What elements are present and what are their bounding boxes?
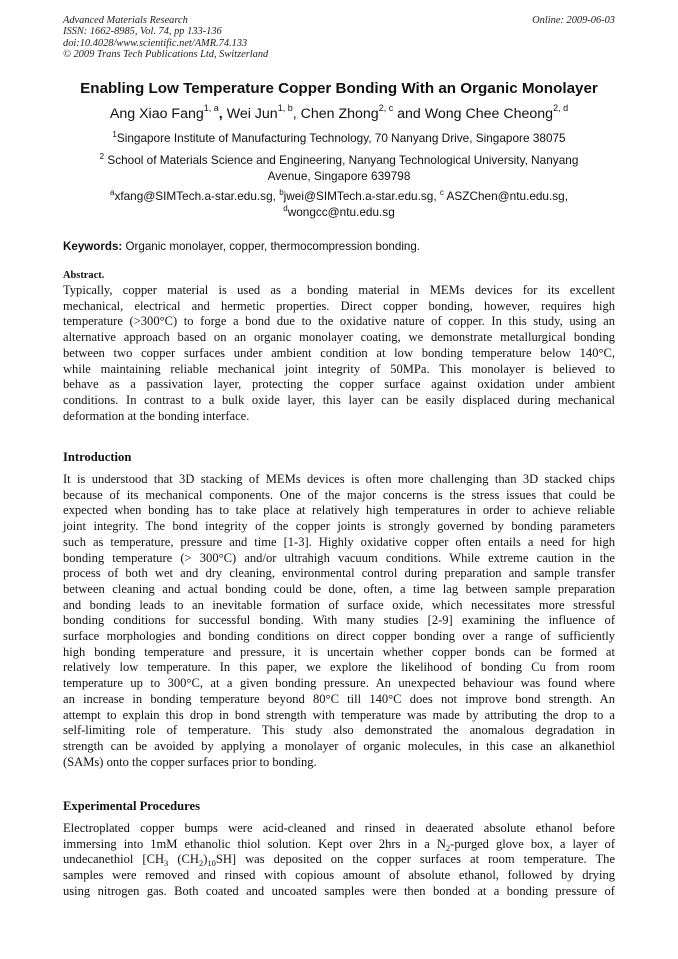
affiliation-text: Avenue, Singapore 639798: [267, 168, 411, 183]
abstract-line: while maintaining reliable mechanical joint integrity of 50MPa. This monolayer is believed to: [63, 361, 615, 376]
keywords-label: Keywords:: [63, 240, 123, 253]
text-run: immersing into 1mM ethanolic thiol solution. Kept over 2hrs in a N: [63, 836, 446, 851]
introduction-body: [63, 472, 615, 770]
author-name: Chen Zhong: [300, 106, 379, 122]
author-superscript: 1, b: [277, 103, 293, 113]
intro-line: temperature up to 300°C, at a given bonding pressure. An unexpected behaviour was found where: [63, 676, 615, 691]
email-superscript: c: [439, 188, 444, 197]
email-list: [63, 189, 615, 220]
intro-line: high bonding temperature and pressure, it is uncertain whether copper bonds can be formed at: [63, 644, 615, 659]
abstract-line: behave as a passivation layer, protecting the copper surface against oxidation under ambient: [63, 377, 615, 392]
online-date: Online: 2009-06-03: [532, 15, 615, 26]
subscript: 2: [445, 842, 451, 853]
journal-header: [63, 15, 615, 61]
author-superscript: 2, c: [378, 103, 394, 113]
text-run: ): [203, 852, 208, 867]
author-name: Wei Jun: [226, 106, 278, 122]
experimental-body: [63, 821, 615, 900]
intro-line: strength can be avoided by applying a monolayer of organic molecules, in this case an alkanethiol: [63, 738, 615, 753]
subscript: 10: [207, 858, 216, 869]
email-link[interactable]: jwei@SIMTech.a-star.edu.sg,: [283, 189, 440, 203]
intro-line: such as temperature, pressure and time [1-3]. Highly oxidative copper often entails a need for high: [63, 534, 615, 549]
author-superscript: 2, d: [553, 103, 569, 113]
intro-line: (SAMs) onto the copper surfaces prior to bonding.: [63, 754, 317, 769]
abstract-heading: Abstract.: [63, 270, 105, 281]
text-run: undecanethiol [CH: [63, 852, 165, 867]
author-name: Wong Chee Cheong: [424, 106, 554, 122]
abstract-line: temperature (>300°C) to forge a bond due to the oxidative nature of copper. In this study, using an: [63, 314, 615, 329]
intro-line: process of both wet and dry cleaning, environmental control during preparation and sample transfer: [63, 566, 615, 581]
email-superscript: d: [283, 203, 288, 213]
paper-title: Enabling Low Temperature Copper Bonding With an Organic Monolayer: [80, 80, 598, 97]
text-run: -purged glove box, a layer of: [450, 836, 616, 851]
affiliation-superscript: 1: [112, 130, 117, 139]
author-superscript: 1, a: [203, 103, 219, 113]
subscript: 2: [198, 858, 204, 869]
abstract-line: Typically, copper material is used as a bonding material in MEMs devices for its excellent: [63, 283, 615, 297]
copyright: © 2009 Trans Tech Publications Ltd, Switzerland: [63, 49, 269, 61]
intro-line: because of its mechanical components. One of the major concerns is the stress issues that could be: [63, 487, 615, 502]
doi: doi:10.4028/www.scientific.net/AMR.74.133: [63, 37, 248, 49]
experimental-line: [63, 837, 615, 853]
abstract-line: mechanical, electrical and hermetic properties. Direct copper bonding, however, requires high: [63, 298, 615, 313]
intro-line: self-limiting role of temperature. This study also demonstrated the anomalous degradation in: [63, 723, 615, 738]
text-run: (CH: [168, 852, 199, 867]
author-name: Ang Xiao Fang: [109, 106, 204, 122]
affiliation-text: Singapore Institute of Manufacturing Technology, 70 Nanyang Drive, Singapore 38075: [116, 131, 566, 145]
intro-line: expected when bonding has to take place at relatively high temperatures in order to achieve reliable: [63, 503, 615, 518]
affiliation-2: [63, 153, 615, 184]
intro-line: an increase in bonding temperature beyond 80°C till 140°C does not improve bond strength. An: [63, 691, 615, 706]
author-separator: ,: [218, 106, 227, 122]
intro-line: between cleaning and actual bonding could be done, often, a time lag between sample preparation: [63, 581, 615, 596]
experimental-line: Electroplated copper bumps were acid-cleaned and rinsed in deaerated absolute ethanol before: [63, 821, 615, 835]
affiliation-1: [63, 131, 615, 147]
experimental-line: [63, 852, 615, 868]
keywords-text: Organic monolayer, copper, thermocompression bonding.: [122, 240, 421, 253]
introduction-heading: Introduction: [63, 450, 132, 464]
email-link[interactable]: wongcc@ntu.edu.sg: [287, 204, 395, 219]
email-superscript: b: [279, 188, 284, 197]
abstract-line: conditions. In contrast to a bulk oxide layer, this layer can be easily displaced during mechanical: [63, 392, 615, 407]
intro-line: joint integrity. The bond integrity of the copper joints is strongly governed by bonding parameters: [63, 519, 615, 534]
intro-line: bonding temperature (> 300°C) and/or ultrahigh vacuum conditions. While extreme caution in the: [63, 550, 615, 565]
abstract-line: alternative approach based on an organic monolayer coating, we demonstrate metallurgical bonding: [63, 330, 615, 345]
intro-line: It is understood that 3D stacking of MEMs devices is often more challenging than 3D stacked chips: [63, 472, 615, 486]
text-run: SH] was deposited on the copper surfaces at room temperature. The: [215, 852, 616, 867]
author-separator: ,: [292, 106, 301, 122]
intro-line: attempt to explain this drop in bond strength with temperature was made by attributing the drop to a: [63, 707, 615, 722]
experimental-heading: Experimental Procedures: [63, 799, 200, 813]
intro-line: bonding conditions for successful bonding. With many studies [2-9] examining the influence of: [63, 613, 615, 628]
email-link[interactable]: xfang@SIMTech.a-star.edu.sg,: [114, 189, 280, 203]
keywords: [63, 239, 615, 254]
author-separator: and: [393, 106, 425, 122]
intro-line: relatively low temperature. In this paper, we explore the likelihood of bonding Cu from room: [63, 660, 615, 675]
email-link[interactable]: ASZChen@ntu.edu.sg,: [443, 189, 569, 203]
abstract-body: [63, 283, 615, 424]
abstract-line: between two copper surfaces under ambient condition at low bonding temperature below 140°C,: [63, 345, 615, 360]
intro-line: and bonding leads to an inevitable formation of surface oxide, which necessitates more stressful: [63, 597, 615, 612]
email-superscript: a: [109, 188, 115, 197]
affiliation-superscript: 2: [99, 152, 105, 161]
journal-name: Advanced Materials Research: [63, 15, 188, 26]
intro-line: surface morphologies and bonding conditions on direct copper bonding over a range of sufficiently: [63, 629, 615, 644]
experimental-line: using nitrogen gas. Both coated and uncoated samples were then bonded at a bonding pressure of: [63, 883, 615, 898]
abstract-line: deformation at the bonding interface.: [63, 408, 250, 423]
subscript: 3: [164, 858, 169, 869]
experimental-line: samples were removed and rinsed with copious amount of absolute ethanol, followed by drying: [63, 868, 615, 883]
author-list: [40, 104, 638, 124]
issn: ISSN: 1662-8985, Vol. 74, pp 133-136: [63, 26, 222, 38]
affiliation-text: School of Materials Science and Engineering, Nanyang Technological University, Nanyang: [104, 153, 579, 167]
